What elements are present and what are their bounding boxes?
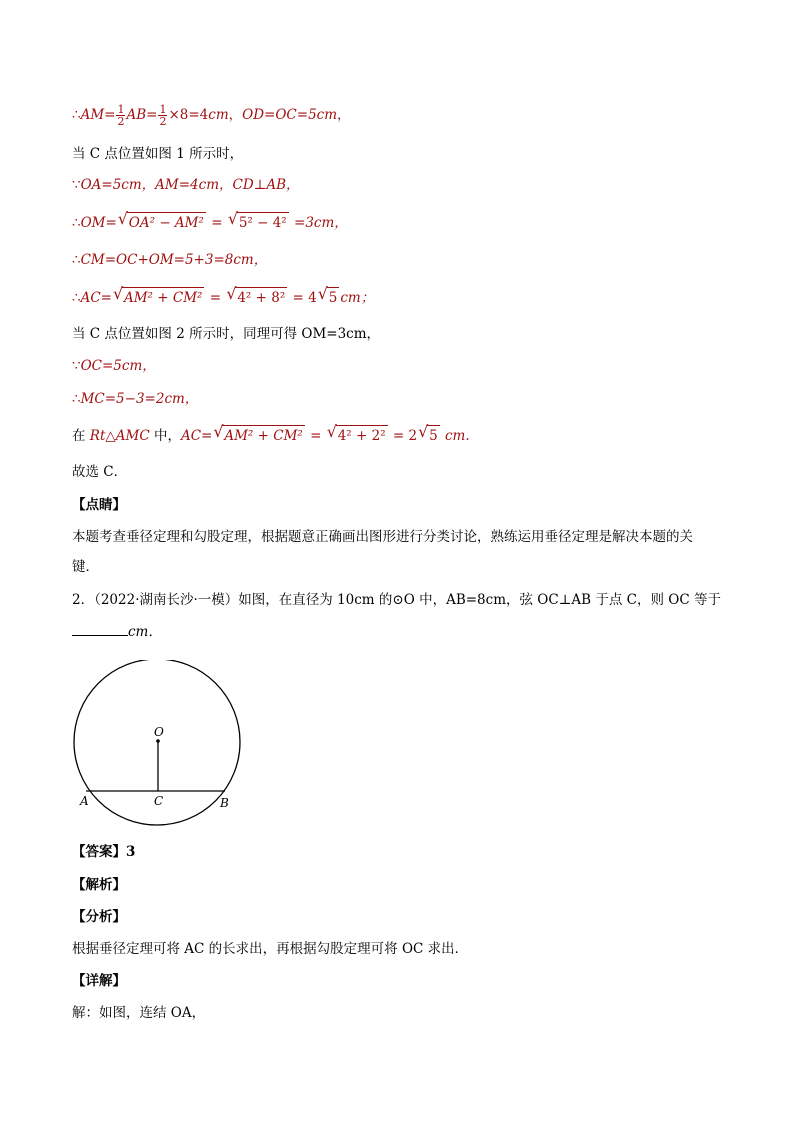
label-b: B — [220, 796, 229, 810]
line-4: ∴OM= √ OA² − AM² = √ 5² − 4² =3cm， — [72, 209, 348, 231]
circle-diagram — [70, 660, 250, 835]
line-6: ∴AC= √ AM² + CM² = √ 4² + 8² = 4 √ 5 cm； — [72, 284, 375, 306]
line-1: ∴AM= $\frac{1}{2}$ AB= $\frac{1}{2}$ ×8=4cm，OD=OC=5cm， — [72, 103, 351, 128]
radical: √ 4² + 2² — [326, 422, 386, 444]
radical: √ OA² − AM² — [117, 209, 204, 231]
radical: √ AM² + CM² — [112, 284, 203, 306]
center-point — [156, 739, 160, 743]
line-3: ∵OA=5cm，AM=4cm，CD⊥AB， — [72, 177, 300, 193]
question-2: 2．（2022·湖南长沙·一模）如图，在直径为 10cm 的⊙O 中，AB=8cm，弦 OC⊥AB 于点 C，则 OC 等于 — [72, 592, 721, 608]
analysis-text: 根据垂径定理可将 AC 的长求出，再根据勾股定理可将 OC 求出． — [72, 941, 469, 957]
line-7: 当 C 点位置如图 2 所示时，同理可得 OM=3cm， — [72, 326, 381, 342]
label-c: C — [154, 794, 164, 808]
fraction: $\frac{1}{2}$ — [117, 103, 125, 128]
question-2-blank-line: cm． — [72, 622, 162, 642]
line-11: 故选 C． — [72, 464, 128, 480]
solution-heading: 【解析】 — [72, 877, 126, 893]
line-5: ∴CM=OC+OM=5+3=8cm， — [72, 252, 268, 268]
label-o: O — [154, 725, 164, 739]
radical: √ AM² + CM² — [213, 422, 303, 444]
line-13: 本题考查垂径定理和勾股定理，根据题意正确画出图形进行分类讨论，熟练运用垂径定理是解决本题的关 — [72, 529, 693, 545]
answer-blank — [72, 623, 128, 636]
radical: √ 5² − 4² — [227, 209, 287, 231]
detail-text: 解：如图，连结 OA， — [72, 1005, 206, 1021]
detail-heading: 【详解】 — [72, 973, 126, 989]
radical: √ 5 — [418, 422, 438, 444]
section-heading-comment: 【点睛】 — [72, 497, 126, 513]
line-2: 当 C 点位置如图 1 所示时， — [72, 146, 244, 162]
line-9: ∴MC=5−3=2cm， — [72, 391, 199, 407]
radical: √ 5 — [317, 284, 338, 306]
fraction: $\frac{1}{2}$ — [159, 103, 167, 128]
label-a: A — [80, 794, 89, 808]
line-14: 键． — [72, 559, 99, 575]
answer-heading: 【答案】3 — [72, 844, 136, 860]
line-10: 在 Rt△AMC 中，AC= √ AM² + CM² = √ 4² + 2² = 2 √ 5 cm. — [72, 422, 470, 444]
line-8: ∵OC=5cm， — [72, 358, 156, 374]
radical: √ 4² + 8² — [226, 284, 286, 306]
analysis-heading: 【分析】 — [72, 909, 126, 925]
